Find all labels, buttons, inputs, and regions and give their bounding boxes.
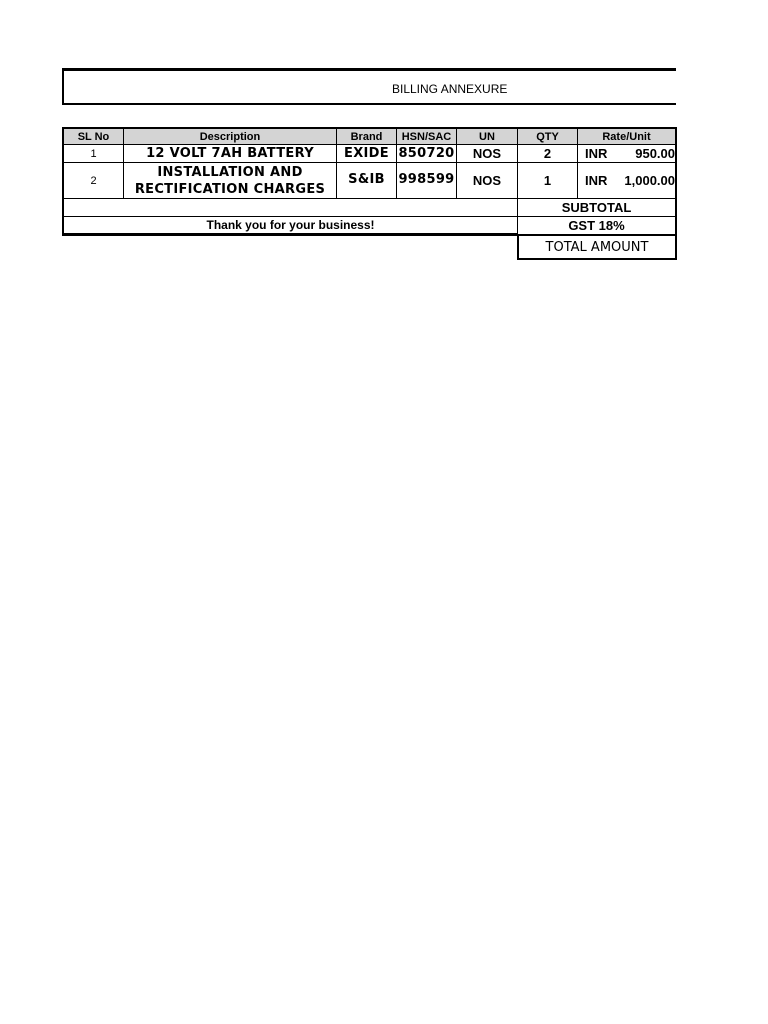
- header-hsn-sac: HSN/SAC: [397, 127, 457, 145]
- row1-hsn: 850720: [397, 145, 457, 163]
- row2-un: NOS: [457, 163, 518, 199]
- row1-currency: INR: [585, 146, 608, 161]
- gst-label: GST 18%: [518, 217, 677, 236]
- row2-hsn: 998599: [397, 163, 457, 199]
- thank-you-message: Thank you for your business!: [62, 217, 518, 236]
- header-qty: QTY: [518, 127, 578, 145]
- title-box: [62, 68, 676, 105]
- row1-description: 12 VOLT 7AH BATTERY: [124, 145, 337, 163]
- page-title: BILLING ANNEXURE: [392, 82, 508, 96]
- row2-rate-value: 1,000.00: [624, 173, 675, 188]
- row1-rate-value: 950.00: [635, 146, 675, 161]
- row2-description-line1: INSTALLATION AND: [157, 164, 303, 180]
- header-un: UN: [457, 127, 518, 145]
- blank-footer-cell: [62, 199, 518, 217]
- row1-sl-no: 1: [62, 145, 124, 163]
- row2-description: [124, 163, 337, 199]
- header-brand: Brand: [337, 127, 397, 145]
- row2-brand: S&IB: [337, 163, 397, 199]
- row2-description-line2: RECTIFICATION CHARGES: [134, 181, 326, 197]
- row2-qty: 1: [518, 163, 578, 199]
- row2-sl-no: 2: [62, 163, 124, 199]
- row1-brand: EXIDE: [337, 145, 397, 163]
- header-sl-no: SL No: [62, 127, 124, 145]
- total-amount-label: TOTAL AMOUNT: [517, 236, 677, 260]
- row1-rate: [578, 145, 677, 163]
- row1-un: NOS: [457, 145, 518, 163]
- subtotal-label: SUBTOTAL: [518, 199, 677, 217]
- row2-currency: INR: [585, 173, 608, 188]
- row1-qty: 2: [518, 145, 578, 163]
- row2-rate: [578, 163, 677, 199]
- header-rate-unit: Rate/Unit: [578, 127, 677, 145]
- header-description: Description: [124, 127, 337, 145]
